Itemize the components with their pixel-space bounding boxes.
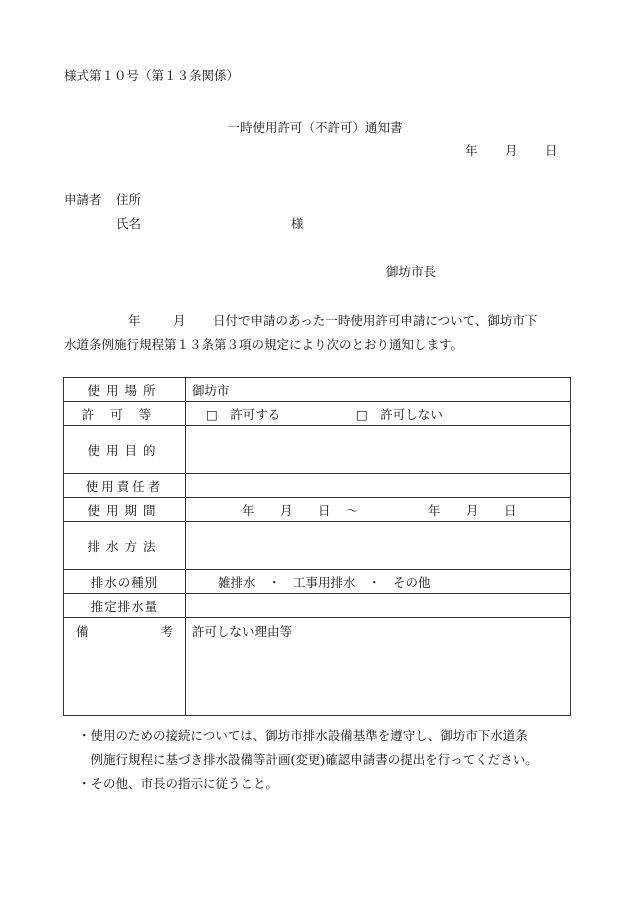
form-number: 様式第１０号（第１３条関係）	[64, 68, 240, 83]
row-period	[64, 498, 571, 522]
row-drainage-volume	[64, 594, 571, 618]
row-responsible	[64, 474, 571, 498]
document-title: 一時使用許可（不許可）通知書	[227, 120, 403, 135]
responsible-label: 使用責任者	[64, 474, 186, 498]
deny-checkbox[interactable]: □ 許可しない	[356, 406, 443, 422]
body-year: 年	[128, 313, 141, 328]
period-value[interactable]: 年 月 日 ～ 年 月 日	[186, 498, 571, 522]
row-location	[64, 378, 571, 402]
applicant-label: 申請者	[64, 192, 102, 207]
location-value[interactable]: 御坊市	[186, 378, 571, 402]
row-remarks	[64, 618, 571, 716]
notice-body	[64, 309, 574, 357]
permission-label: 許可等	[64, 402, 186, 426]
applicant-address-label: 住所	[116, 192, 142, 207]
note-1-line-2: 例施行規程に基づき排水設備等計画(変更)確認申請書の提出を行ってください。	[78, 752, 538, 767]
issuer-name: 御坊市長	[386, 264, 437, 279]
permission-options	[186, 402, 571, 426]
body-month: 月	[173, 313, 186, 328]
purpose-value[interactable]	[186, 426, 571, 474]
note-2: ・その他、市長の指示に従うこと。	[78, 776, 279, 791]
purpose-label: 使用目的	[64, 426, 186, 474]
drainage-method-value[interactable]	[186, 522, 571, 570]
remarks-label: 備 考	[64, 618, 186, 716]
location-label: 使用場所	[64, 378, 186, 402]
row-permission	[64, 402, 571, 426]
remarks-value[interactable]: 許可しない理由等	[186, 618, 571, 716]
permit-checkbox[interactable]: □ 許可する	[206, 406, 281, 422]
drainage-method-label: 排水方法	[64, 522, 186, 570]
body-line2: 水道条例施行規程第１３条第３項の規定により次のとおり通知します。	[64, 337, 464, 352]
row-purpose	[64, 426, 571, 474]
permit-table	[63, 377, 571, 716]
body-line1: 日付で申請のあった一時使用許可申請について、御坊市下	[213, 313, 538, 328]
drainage-type-label: 排水の種別	[64, 570, 186, 594]
row-drainage-method	[64, 522, 571, 570]
responsible-value[interactable]	[186, 474, 571, 498]
drainage-type-options[interactable]: 雑排水 ・ 工事用排水 ・ その他	[186, 570, 571, 594]
notes	[78, 724, 578, 796]
applicant-name-label: 氏名	[116, 216, 142, 231]
date-year: 年	[465, 143, 478, 158]
drainage-volume-value[interactable]	[186, 594, 571, 618]
row-drainage-type	[64, 570, 571, 594]
date-month: 月	[505, 143, 518, 158]
issue-date	[465, 141, 558, 159]
note-1-line-1: ・使用のための接続については、御坊市排水設備基準を遵守し、御坊市下水道条	[78, 728, 528, 743]
drainage-volume-label: 推定排水量	[64, 594, 186, 618]
date-day: 日	[545, 143, 558, 158]
period-label: 使用期間	[64, 498, 186, 522]
applicant-honorific: 様	[291, 216, 304, 231]
